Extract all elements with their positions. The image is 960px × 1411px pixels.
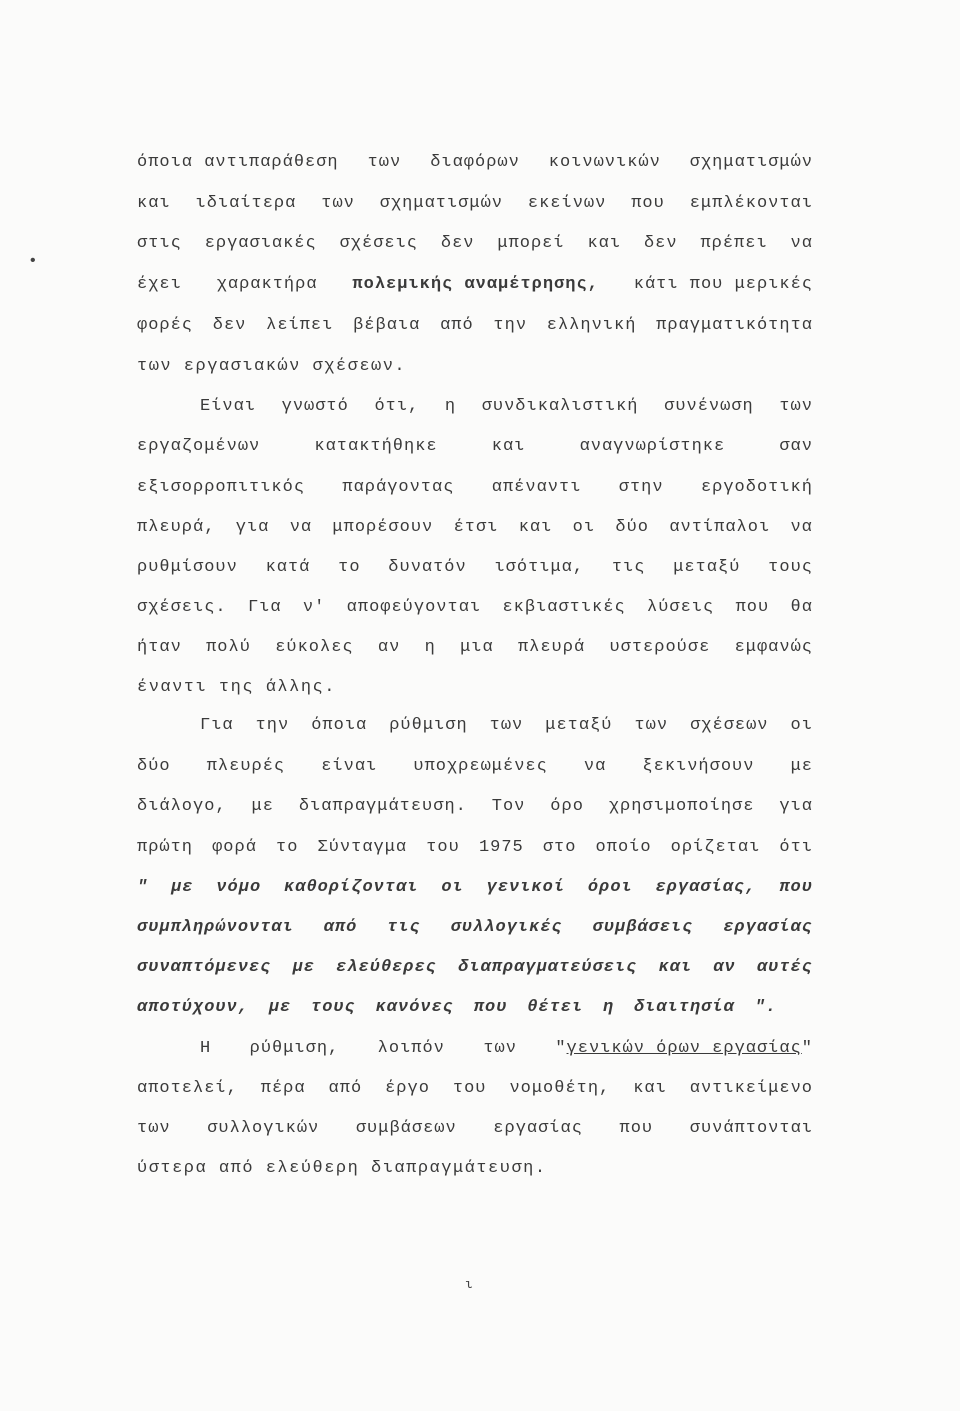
text-line: όποια αντιπαράθεση των διαφόρων κοινωνικών σχηματισμών [137,153,813,172]
text-line: πλευρά, για να μπορέσουν έτσι και οι δύο αντίπαλοι να [137,518,813,537]
text-line: δύο πλευρές είναι υποχρεωμένες να ξεκινήσουν με [137,757,813,776]
text-line: και ιδιαίτερα των σχηματισμών εκείνων που εμπλέκονται [137,194,813,213]
text-line: αποτελεί, πέρα από έργο του νομοθέτη, και αντικείμενο [137,1079,813,1098]
text-line: των συλλογικών συμβάσεων εργασίας που συνάπτονται [137,1119,813,1138]
text-line: των εργασιακών σχέσεων. [137,357,407,376]
quote-line: αποτύχουν, με τους κανόνες που θέτει η διαιτησία ". [137,998,777,1017]
text-line: Είναι γνωστό ότι, η συνδικαλιστική συνένωση των [200,397,813,416]
quote-line: " με νόμο καθορίζονται οι γενικοί όροι εργασίας, που [137,878,813,897]
text-line: έναντι της άλλης. [137,678,336,697]
text-line: εργαζομένων κατακτήθηκε και αναγνωρίστηκε σαν [137,437,813,456]
text-line: ρυθμίσουν κατά το δυνατόν ισότιμα, τις μεταξύ τους [137,558,813,577]
text-line: στις εργασιακές σχέσεις δεν μπορεί και δεν πρέπει να [137,234,813,253]
text-line: πρώτη φορά το Σύνταγμα του 1975 στο οποίο ορίζεται ότι [137,838,813,857]
underlined-term: "γενικών όρων εργασίας" [555,1039,813,1058]
text-line: εξισορροπιτικός παράγοντας απέναντι στην εργοδοτική [137,478,813,497]
text-line: Για την όποια ρύθμιση των μεταξύ των σχέσεων οι [200,716,813,735]
text-line: έχει χαρακτήρα πολεμικής αναμέτρησης, κάτι που μερικές [137,275,813,294]
quote-line: συναπτόμενες με ελεύθερες διαπραγματεύσεις και αν αυτές [137,958,813,977]
text-line: φορές δεν λείπει βέβαια από την ελληνική πραγματικότητα [137,316,813,335]
text-line: ήταν πολύ εύκολες αν η μια πλευρά υστερούσε εμφανώς [137,638,813,657]
quote-line: συμπληρώνονται από τις συλλογικές συμβάσεις εργασίας [137,918,813,937]
text-line: Η ρύθμιση, λοιπόν των "γενικών όρων εργασίας" [200,1039,813,1058]
bold-phrase: πολεμικής αναμέτρησης, [352,275,599,294]
text-line: διάλογο, με διαπραγμάτευση. Τον όρο χρησιμοποίησε για [137,797,813,816]
text-line: ύστερα από ελεύθερη διαπραγμάτευση. [137,1159,547,1178]
bottom-mark: ι [465,1277,473,1292]
margin-bullet-mark: • [28,252,38,270]
text-line: σχέσεις. Για ν' αποφεύγονται εκβιαστικές λύσεις που θα [137,598,813,617]
